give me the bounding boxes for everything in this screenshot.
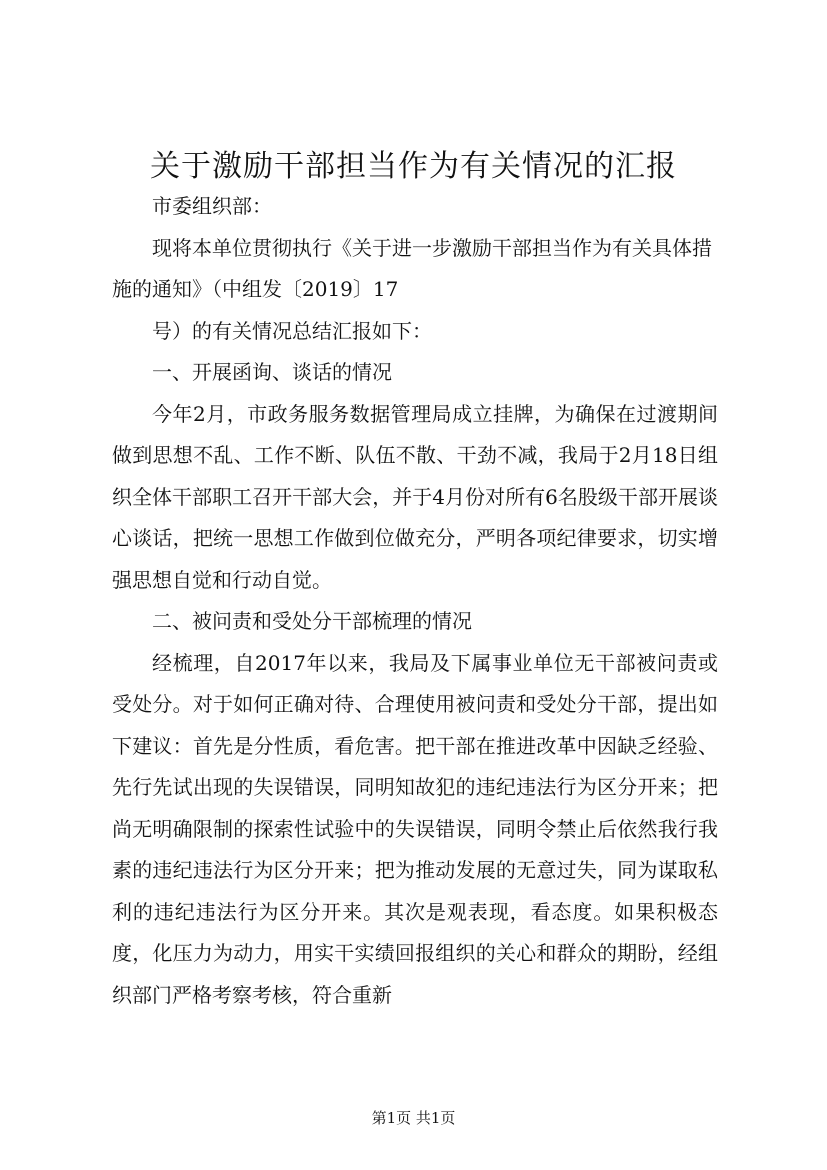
section-1-paragraph: 今年2月，市政务服务数据管理局成立挂牌，为确保在过渡期间做到思想不乱、工作不断、队伍不散、干劲不减，我局于2月18日组织全体干部职工召开干部大会，并于4月份对所有6名股级干部开展谈心谈话，把统一思想工作做到位做充分，严明各项纪律要求，切实增强思想自觉和行动自觉。 <box>112 401 718 592</box>
intro-paragraph: 现将本单位贯彻执行《关于进一步激励干部担当作为有关具体措施的通知》（中组发〔2019〕17 <box>112 235 712 301</box>
section-heading-1: 一、开展函询、谈话的情况 <box>152 360 392 384</box>
document-title: 关于激励干部担当作为有关情况的汇报 <box>150 149 677 184</box>
section-heading-2: 二、被问责和受处分干部梳理的情况 <box>152 609 472 633</box>
page-number: 第1页 共1页 <box>371 1109 456 1127</box>
intro-continuation: 号）的有关情况总结汇报如下： <box>152 318 432 343</box>
document-body <box>112 186 718 1016</box>
section-2-paragraph: 经梳理，自2017年以来，我局及下属事业单位无干部被问责或受处分。对于如何正确对待、合理使用被问责和受处分干部，提出如下建议：首先是分性质，看危害。把干部在推进改革中因缺乏经验、先行先试出现的失误错误，同明知故犯的违纪违法行为区分开来；把尚无明确限制的探索性试验中的失误错误，同明令禁止后依然我行我素的违纪违法行为区分开来；把为推动发展的无意过失，同为谋取私利的违纪违法行为区分开来。其次是观表现，看态度。如果积极态度，化压力为动力，用实干实绩回报组织的关心和群众的期盼，经组织部门严格考察考核，符合重新 <box>112 650 718 1007</box>
salutation: 市委组织部： <box>152 194 272 218</box>
